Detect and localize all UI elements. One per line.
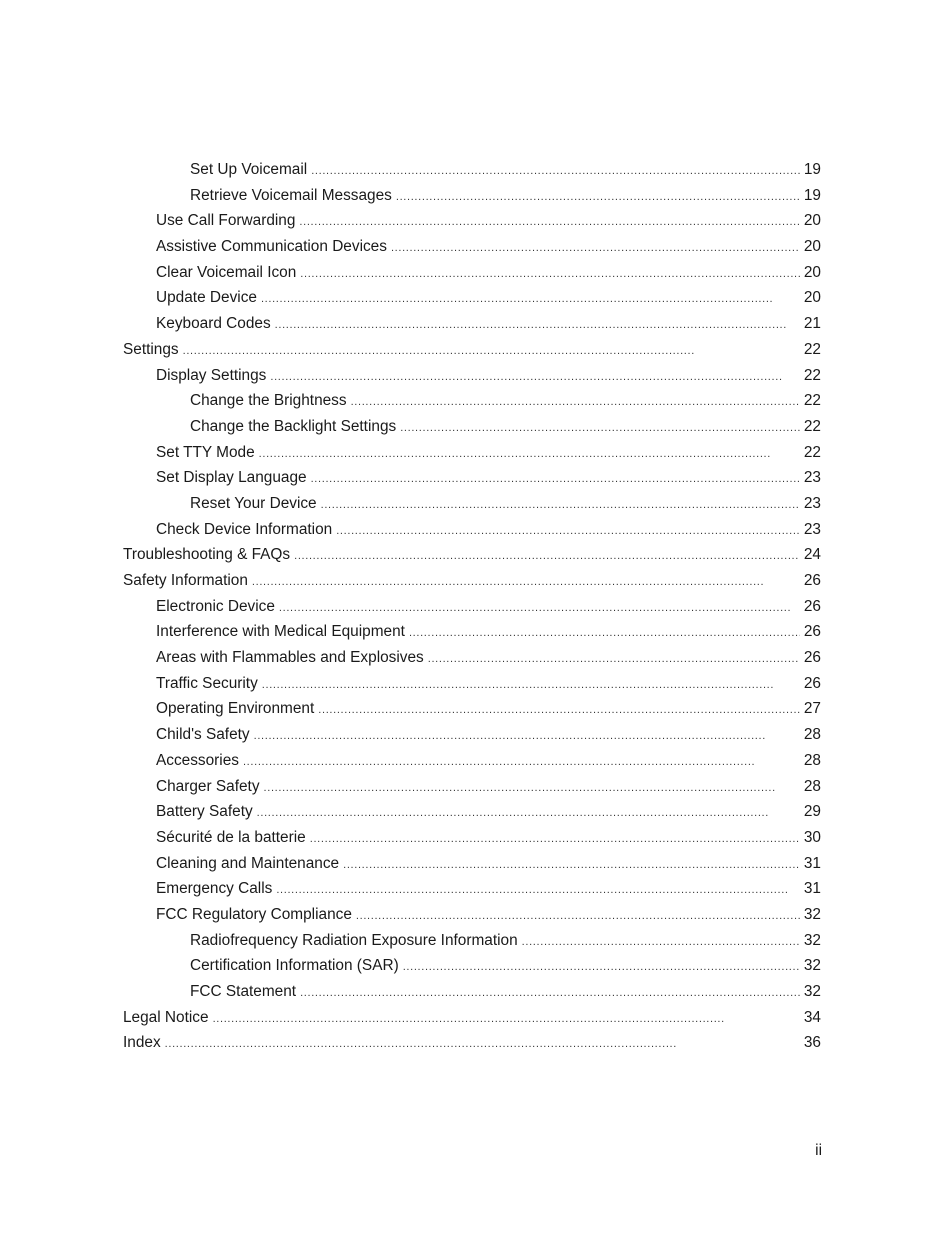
toc-entry-label: Clear Voicemail Icon	[156, 263, 297, 281]
toc-entry[interactable]	[0, 388, 950, 414]
toc-entry-page: 22	[803, 340, 821, 358]
toc-entry-page: 28	[803, 777, 821, 795]
toc-entry-label: Emergency Calls	[156, 880, 273, 898]
dot-leader	[428, 647, 800, 673]
toc-entry[interactable]	[0, 953, 950, 979]
toc-entry-page: 32	[803, 983, 821, 1000]
toc-entry-page: 23	[803, 520, 821, 538]
toc-entry[interactable]	[0, 157, 950, 183]
toc-entry-page: 20	[803, 289, 821, 307]
toc-entry-page: 36	[803, 1034, 821, 1052]
toc-entry[interactable]	[0, 285, 950, 311]
dot-leader	[254, 724, 800, 750]
toc-entry[interactable]	[0, 748, 950, 774]
toc-entry-page: 20	[803, 212, 821, 230]
toc-entry[interactable]	[0, 876, 950, 902]
toc-entry[interactable]	[0, 337, 950, 363]
toc-entry[interactable]	[0, 491, 950, 517]
toc-entry-label: Check Device Information	[156, 520, 333, 538]
toc-entry-label: Set TTY Mode	[156, 443, 255, 461]
toc-entry[interactable]	[0, 363, 950, 389]
dot-leader	[522, 930, 800, 956]
toc-entry-label: Settings	[123, 340, 179, 358]
toc-entry-page: 26	[803, 649, 821, 667]
toc-entry-page: 19	[803, 161, 821, 178]
toc-entry-label: FCC Statement	[190, 983, 297, 1000]
dot-leader	[400, 416, 800, 442]
dot-leader	[403, 955, 800, 981]
toc-entry[interactable]	[0, 825, 950, 851]
dot-leader	[311, 467, 800, 493]
toc-entry[interactable]	[0, 1005, 950, 1031]
toc-entry-label: Cleaning and Maintenance	[156, 854, 340, 872]
dot-leader	[356, 904, 800, 930]
toc-entry-label: Accessories	[156, 751, 239, 769]
toc-entry-page: 32	[803, 905, 821, 923]
toc-entry-page: 22	[803, 366, 821, 384]
toc-entry-label: Index	[123, 1034, 161, 1052]
toc-entry[interactable]	[0, 1030, 950, 1056]
toc-entry-page: 32	[803, 957, 821, 975]
toc-entry-page: 30	[803, 828, 821, 846]
dot-leader	[336, 519, 800, 545]
toc-entry-page: 24	[803, 546, 821, 564]
dot-leader	[183, 339, 800, 365]
dot-leader	[391, 236, 800, 262]
toc-entry-label: Charger Safety	[156, 777, 260, 795]
dot-leader	[299, 210, 800, 236]
dot-leader	[396, 185, 800, 211]
toc-entry-label: Traffic Security	[156, 674, 258, 692]
toc-entry[interactable]	[0, 594, 950, 620]
dot-leader	[252, 570, 800, 596]
dot-leader	[351, 390, 800, 416]
toc-entry-page: 26	[803, 597, 821, 615]
toc-entry-label: Reset Your Device	[190, 494, 317, 512]
toc-entry[interactable]	[0, 208, 950, 234]
toc-entry-page: 22	[803, 417, 821, 435]
toc-entry-label: Areas with Flammables and Explosives	[156, 649, 424, 667]
toc-entry-page: 29	[803, 803, 821, 821]
dot-leader	[165, 1032, 800, 1058]
toc-entry[interactable]	[0, 851, 950, 877]
toc-entry[interactable]	[0, 183, 950, 209]
toc-entry-label: Battery Safety	[156, 803, 253, 821]
toc-entry[interactable]	[0, 645, 950, 671]
toc-entry[interactable]	[0, 902, 950, 928]
toc-entry-label: Display Settings	[156, 366, 267, 384]
toc-entry-page: 23	[803, 494, 821, 512]
toc-entry-page: 26	[803, 674, 821, 692]
toc-entry-label: Sécurité de la batterie	[156, 828, 306, 846]
dot-leader	[259, 442, 800, 468]
toc-entry-label: Legal Notice	[123, 1008, 209, 1026]
toc-entry-label: Change the Brightness	[190, 392, 347, 410]
dot-leader	[294, 544, 800, 570]
toc-entry-label: Use Call Forwarding	[156, 212, 296, 230]
page-number: ii	[815, 1142, 822, 1159]
toc-entry-page: 20	[803, 263, 821, 281]
toc-entry-label: Update Device	[156, 289, 257, 307]
dot-leader	[300, 262, 800, 288]
toc-entry-page: 21	[803, 315, 821, 333]
dot-leader	[264, 776, 800, 802]
dot-leader	[318, 698, 800, 724]
toc-entry[interactable]	[0, 414, 950, 440]
dot-leader	[311, 159, 800, 185]
toc-entry[interactable]	[0, 671, 950, 697]
toc-entry[interactable]	[0, 568, 950, 594]
toc-entry-label: Safety Information	[123, 572, 248, 589]
dot-leader	[262, 673, 800, 699]
toc-entry[interactable]	[0, 979, 950, 1005]
table-of-contents	[0, 157, 950, 1056]
toc-entry-page: 23	[803, 469, 821, 487]
toc-entry-label: Assistive Communication Devices	[156, 238, 387, 256]
toc-entry[interactable]	[0, 260, 950, 286]
toc-entry[interactable]	[0, 234, 950, 260]
toc-entry-label: Interference with Medical Equipment	[156, 623, 405, 641]
toc-entry-label: Keyboard Codes	[156, 315, 271, 333]
dot-leader	[279, 596, 800, 622]
dot-leader	[243, 750, 800, 776]
dot-leader	[276, 878, 800, 904]
dot-leader	[275, 313, 800, 339]
toc-entry[interactable]	[0, 722, 950, 748]
toc-entry-label: Change the Backlight Settings	[190, 417, 397, 435]
toc-entry[interactable]	[0, 928, 950, 954]
dot-leader	[409, 621, 800, 647]
toc-entry-label: Troubleshooting & FAQs	[123, 546, 291, 564]
toc-entry-label: Child's Safety	[156, 726, 250, 744]
toc-entry[interactable]	[0, 542, 950, 568]
toc-entry[interactable]	[0, 465, 950, 491]
toc-entry-page: 32	[803, 931, 821, 949]
dot-leader	[213, 1007, 800, 1033]
toc-entry-label: FCC Regulatory Compliance	[156, 905, 352, 923]
dot-leader	[343, 853, 800, 879]
dot-leader	[300, 981, 800, 1007]
toc-entry[interactable]	[0, 799, 950, 825]
toc-entry-page: 28	[803, 751, 821, 769]
toc-entry-label: Retrieve Voicemail Messages	[190, 186, 392, 204]
toc-entry-label: Operating Environment	[156, 700, 315, 718]
dot-leader	[270, 365, 800, 391]
toc-entry-page: 22	[803, 443, 821, 461]
toc-entry[interactable]	[0, 696, 950, 722]
toc-entry[interactable]	[0, 311, 950, 337]
toc-entry-page: 26	[803, 623, 821, 641]
toc-entry-page: 27	[803, 700, 821, 718]
toc-entry-label: Certification Information (SAR)	[190, 957, 399, 975]
toc-entry-page: 28	[803, 726, 821, 744]
toc-entry[interactable]	[0, 619, 950, 645]
toc-entry[interactable]	[0, 774, 950, 800]
toc-entry-page: 20	[803, 238, 821, 256]
dot-leader	[321, 493, 800, 519]
toc-entry-page: 34	[803, 1008, 821, 1026]
toc-entry-page: 22	[803, 392, 821, 410]
dot-leader	[310, 827, 800, 853]
toc-entry-label: Set Display Language	[156, 469, 307, 487]
toc-entry-label: Set Up Voicemail	[190, 161, 308, 178]
dot-leader	[261, 287, 800, 313]
toc-entry-label: Radiofrequency Radiation Exposure Information	[190, 931, 518, 949]
toc-entry-page: 26	[803, 572, 821, 589]
toc-entry-page: 19	[803, 186, 821, 204]
toc-entry[interactable]	[0, 517, 950, 543]
dot-leader	[257, 801, 800, 827]
toc-entry-page: 31	[803, 880, 821, 898]
toc-entry-label: Electronic Device	[156, 597, 275, 615]
toc-entry-page: 31	[803, 854, 821, 872]
toc-entry[interactable]	[0, 440, 950, 466]
